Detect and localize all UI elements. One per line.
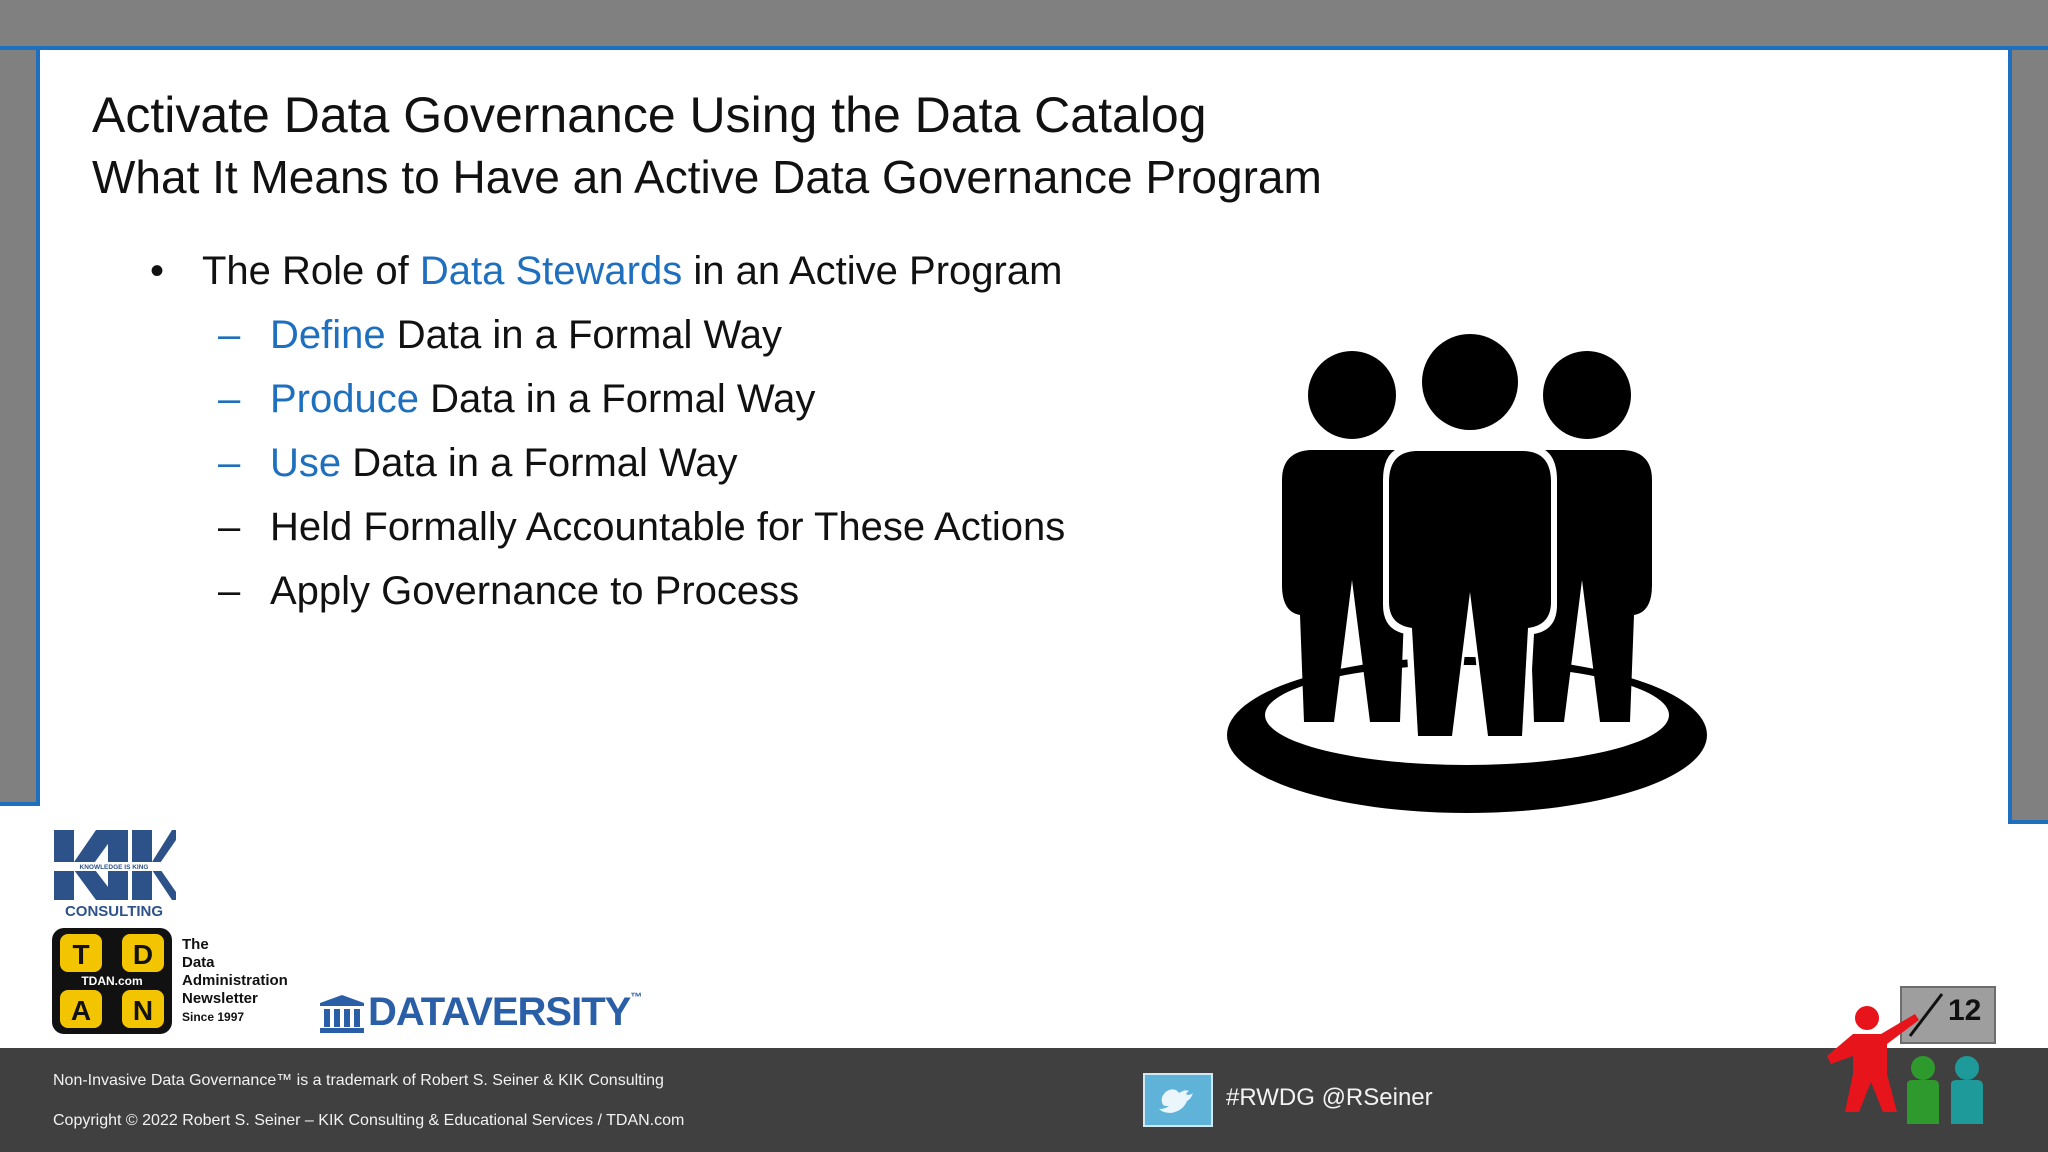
footer-copyright: Copyright © 2022 Robert S. Seiner – KIK Consulting & Educational Services / TDAN.com xyxy=(53,1112,685,1129)
sub-bullet-highlight: Produce xyxy=(270,377,419,421)
dataversity-tm: ™ xyxy=(630,990,642,1004)
bullet-highlight: Data Stewards xyxy=(419,249,683,293)
people-group-icon xyxy=(1222,330,1712,820)
dataversity-logo xyxy=(368,990,641,1035)
sub-bullet-text: Data in a Formal Way xyxy=(418,377,816,421)
sub-bullet-highlight: Use xyxy=(270,441,342,485)
dataversity-pillar-icon xyxy=(320,995,364,1033)
top-frame-bar xyxy=(0,0,2048,50)
bullet-text-post: in an Active Program xyxy=(682,249,1063,293)
tdan-line: Administration xyxy=(182,972,288,989)
sub-bullet-define xyxy=(150,306,1065,370)
sub-bullet-accountable xyxy=(150,498,1065,562)
tdan-line: Data xyxy=(182,954,215,971)
sub-bullet-highlight: Define xyxy=(270,313,386,357)
slide-subtitle: What It Means to Have an Active Data Governance Program xyxy=(92,151,1322,203)
dash-mark: – xyxy=(218,377,241,421)
slide-title: Activate Data Governance Using the Data Catalog xyxy=(92,87,1207,143)
tdan-letter-t: T xyxy=(72,939,90,970)
left-frame-bar xyxy=(0,50,40,806)
tdan-letter-d: D xyxy=(132,939,154,970)
tdan-letter-n: N xyxy=(132,995,154,1026)
footer-bar xyxy=(0,1048,2048,1152)
dash-mark: – xyxy=(218,441,241,485)
bullet-mark: • xyxy=(150,249,165,293)
tdan-logo xyxy=(52,928,172,1034)
bullet-text-pre: The Role of xyxy=(202,249,420,293)
sub-bullet-text: Held Formally Accountable for These Actions xyxy=(270,505,1066,549)
sub-bullet-text: Data in a Formal Way xyxy=(341,441,738,485)
twitter-hashtag: #RWDG @RSeiner xyxy=(1226,1084,1433,1111)
kik-consulting-logo xyxy=(52,828,176,918)
sub-bullet-produce xyxy=(150,370,1065,434)
sub-bullet-text: Data in a Formal Way xyxy=(385,313,783,357)
dash-mark: – xyxy=(218,505,241,549)
presenter-icon xyxy=(1825,1000,2000,1124)
tdan-letter-a: A xyxy=(70,995,92,1026)
bullet-main xyxy=(150,242,1065,306)
bullet-list xyxy=(150,242,1065,626)
footer-trademark: Non-Invasive Data Governance™ is a trademark of Robert S. Seiner & KIK Consulting xyxy=(53,1072,664,1089)
tdan-line: The xyxy=(182,936,209,953)
kik-tagline: KNOWLEDGE IS KING xyxy=(79,864,149,871)
sub-bullet-use xyxy=(150,434,1065,498)
tdan-line: Since 1997 xyxy=(182,1010,245,1024)
tdan-tagline xyxy=(182,936,288,1026)
kik-label: CONSULTING xyxy=(64,903,164,918)
sub-bullet-process xyxy=(150,562,1065,626)
twitter-icon[interactable] xyxy=(1143,1073,1213,1127)
dash-mark: – xyxy=(218,569,241,613)
tdan-line: Newsletter xyxy=(182,990,258,1007)
dataversity-wordmark: DATAVERSITY xyxy=(368,990,631,1034)
dash-mark: – xyxy=(218,313,241,357)
page-number: 12 xyxy=(1948,994,1982,1027)
right-frame-bar xyxy=(2008,50,2048,824)
sub-bullet-text: Apply Governance to Process xyxy=(270,569,800,613)
tdan-site: TDAN.com xyxy=(81,974,143,988)
